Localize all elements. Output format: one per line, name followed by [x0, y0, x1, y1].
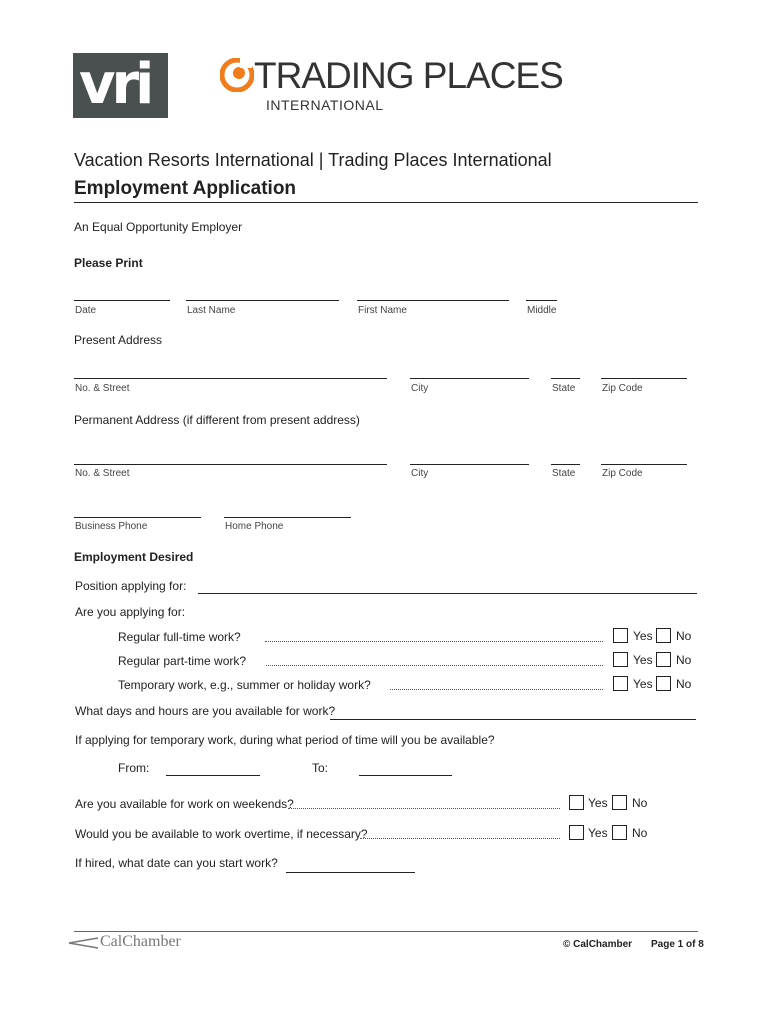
part-time-label: Regular part-time work? [118, 654, 247, 668]
weekends-yes-label: Yes [588, 796, 608, 810]
permanent-zip-label: Zip Code [602, 468, 643, 479]
weekends-leader [288, 808, 560, 809]
permanent-street-field[interactable] [74, 464, 387, 465]
temporary-no-label: No [676, 677, 692, 691]
footer-divider [74, 931, 698, 932]
overtime-no-label: No [632, 826, 648, 840]
from-label: From: [118, 761, 150, 775]
header-divider [74, 202, 698, 203]
first-name-label: First Name [358, 305, 407, 316]
home-phone-field[interactable] [224, 517, 351, 518]
vri-logo-text: vri [79, 53, 151, 117]
position-label: Position applying for: [75, 579, 187, 593]
permanent-street-label: No. & Street [75, 468, 130, 479]
calchamber-logo-text: CalChamber [100, 933, 181, 950]
date-field[interactable] [74, 300, 170, 301]
temporary-leader [390, 689, 603, 690]
weekends-label: Are you available for work on weekends? [75, 797, 294, 811]
copyright-note: © CalChamber [563, 939, 633, 950]
weekends-no-checkbox[interactable] [612, 795, 627, 810]
permanent-zip-field[interactable] [601, 464, 687, 465]
temporary-yes-checkbox[interactable] [613, 676, 628, 691]
temporary-yes-label: Yes [633, 677, 653, 691]
part-time-leader [266, 665, 603, 666]
present-address-heading: Present Address [74, 333, 163, 347]
weekends-yes-checkbox[interactable] [569, 795, 584, 810]
start-date-label: If hired, what date can you start work? [75, 856, 278, 870]
permanent-state-label: State [552, 468, 576, 479]
overtime-yes-label: Yes [588, 826, 608, 840]
full-time-yes-checkbox[interactable] [613, 628, 628, 643]
present-city-field[interactable] [410, 378, 529, 379]
equal-opportunity-note: An Equal Opportunity Employer [74, 220, 243, 234]
home-phone-label: Home Phone [225, 521, 284, 532]
permanent-state-field[interactable] [551, 464, 580, 465]
present-street-label: No. & Street [75, 383, 130, 394]
trading-places-logo-text: TRADING PLACES [254, 55, 563, 96]
full-time-label: Regular full-time work? [118, 630, 241, 644]
overtime-no-checkbox[interactable] [612, 825, 627, 840]
present-zip-label: Zip Code [602, 383, 643, 394]
middle-name-label: Middle [527, 305, 557, 316]
part-time-yes-checkbox[interactable] [613, 652, 628, 667]
start-date-field[interactable] [286, 872, 415, 873]
overtime-yes-checkbox[interactable] [569, 825, 584, 840]
calchamber-logo-icon [68, 935, 100, 951]
employment-desired-heading: Employment Desired [74, 550, 194, 564]
business-phone-label: Business Phone [75, 521, 148, 532]
last-name-label: Last Name [187, 305, 236, 316]
overtime-leader [360, 838, 560, 839]
present-city-label: City [411, 383, 429, 394]
from-date-field[interactable] [166, 775, 260, 776]
full-time-no-checkbox[interactable] [656, 628, 671, 643]
full-time-no-label: No [676, 629, 692, 643]
overtime-label: Would you be available to work overtime, if necessary? [75, 827, 368, 841]
permanent-city-label: City [411, 468, 429, 479]
trading-places-logo-subtext: INTERNATIONAL [266, 97, 384, 113]
page-number: Page 1 of 8 [651, 939, 704, 950]
last-name-field[interactable] [186, 300, 339, 301]
days-hours-label: What days and hours are you available for work? [75, 704, 336, 718]
part-time-yes-label: Yes [633, 653, 653, 667]
permanent-city-field[interactable] [410, 464, 529, 465]
days-hours-field[interactable] [330, 719, 696, 720]
temporary-label: Temporary work, e.g., summer or holiday work? [118, 678, 371, 692]
applying-for-label: Are you applying for: [75, 605, 186, 619]
present-street-field[interactable] [74, 378, 387, 379]
business-phone-field[interactable] [74, 517, 201, 518]
company-header: Vacation Resorts International | Trading Places International [74, 150, 552, 170]
vri-logo [73, 53, 168, 118]
temporary-no-checkbox[interactable] [656, 676, 671, 691]
to-label: To: [312, 761, 329, 775]
first-name-field[interactable] [357, 300, 509, 301]
please-print-heading: Please Print [74, 256, 143, 270]
position-field[interactable] [198, 593, 697, 594]
present-state-field[interactable] [551, 378, 580, 379]
present-zip-field[interactable] [601, 378, 687, 379]
trading-places-swirl-icon [220, 58, 254, 92]
weekends-no-label: No [632, 796, 648, 810]
to-date-field[interactable] [359, 775, 452, 776]
full-time-leader [265, 641, 603, 642]
present-state-label: State [552, 383, 576, 394]
part-time-no-label: No [676, 653, 692, 667]
date-label: Date [75, 305, 97, 316]
permanent-address-heading: Permanent Address (if different from present address) [74, 413, 360, 427]
part-time-no-checkbox[interactable] [656, 652, 671, 667]
form-title: Employment Application [74, 178, 297, 199]
middle-name-field[interactable] [526, 300, 557, 301]
full-time-yes-label: Yes [633, 629, 653, 643]
temp-period-label: If applying for temporary work, during what period of time will you be available? [75, 733, 495, 747]
